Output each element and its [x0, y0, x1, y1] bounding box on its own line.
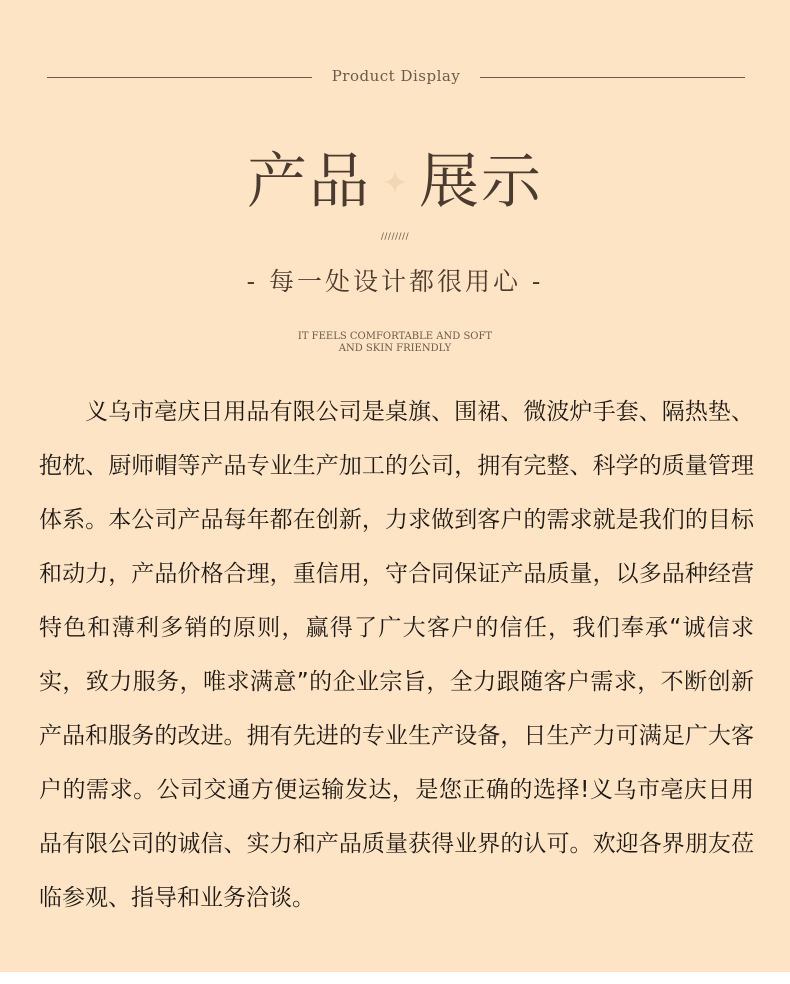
header-divider-right [480, 77, 745, 78]
sparkle-icon [383, 170, 407, 194]
header-divider-left [47, 77, 312, 78]
english-tagline-line1: IT FEELS COMFORTABLE AND SOFT [297, 331, 493, 342]
decorative-slashes: //////// [380, 232, 410, 242]
company-description: 义乌市亳庆日用品有限公司是桌旗、围裙、微波炉手套、隔热垫、抱枕、厨师帽等产品专业生产加工的公司，拥有完整、科学的质量管理体系。本公司产品每年都在创新，力求做到客户的需求就是我们的目标和动力，产品价格合理，重信用，守合同保证产品质量，以多品种经营特色和薄利多销的原则，赢得了广大客户的信任，我们奉承“诚信求实，致力服务，唯求满意”的企业宗旨，全力跟随客户需求，不断创新产品和服务的改进。拥有先进的专业生产设备，日生产力可满足广大客户的需求。公司交通方便运输发达，是您正确的选择!义乌市亳庆日用品有限公司的诚信、实力和产品质量获得业界的认可。欢迎各界朋友莅临参观、指导和业务洽谈。 [39, 399, 754, 911]
section-english-heading: Product Display [331, 67, 461, 85]
english-tagline-line2: AND SKIN FRIENDLY [338, 343, 452, 354]
title-right: 展示 [419, 147, 543, 217]
subtitle: - 每一处设计都很用心 - [246, 267, 544, 296]
title-left: 产品 [247, 147, 371, 217]
page-title [0, 146, 790, 218]
english-tagline [0, 331, 790, 355]
